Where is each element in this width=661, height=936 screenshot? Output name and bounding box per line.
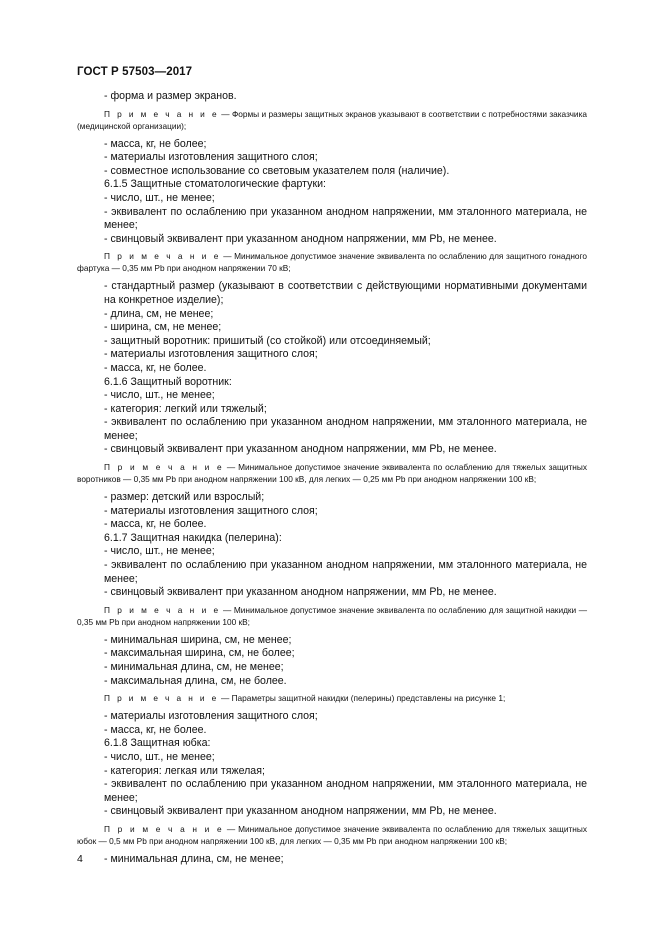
list-item: - масса, кг, не более. bbox=[104, 361, 207, 374]
list-item: - материалы изготовления защитного слоя; bbox=[104, 710, 318, 723]
list-item: - категория: легкая или тяжелая; bbox=[104, 764, 265, 777]
list-item: 6.1.7 Защитная накидка (пелерина): bbox=[104, 531, 282, 544]
body-paragraph: - эквивалент по ослаблению при указанном анодном напряжении, мм эталонного материала, не менее; bbox=[104, 778, 587, 804]
document-body bbox=[77, 90, 587, 867]
note-paragraph bbox=[77, 108, 587, 132]
list-item: - число, шт., не менее; bbox=[104, 545, 215, 558]
list-item: - материалы изготовления защитного слоя; bbox=[104, 151, 318, 164]
note-label: П р и м е ч а н и е bbox=[104, 108, 219, 119]
note-text: — Минимальное допустимое значение эквивалента по ослаблению для тяжелых защитных воротников — 0,35 мм Pb при анодном напряжении 100 кВ, для легких — 0,25 мм Pb при анодном напряжении 100 кВ; bbox=[77, 462, 587, 485]
note-text: — Минимальное допустимое значение эквивалента по ослаблению для защитного гонадного фартука — 0,35 мм Pb при анодном напряжении 70 кВ; bbox=[77, 251, 587, 274]
body-paragraph: - эквивалент по ослаблению при указанном анодном напряжении, мм эталонного материала, не менее; bbox=[104, 559, 587, 585]
body-paragraph: - стандартный размер (указывают в соответствии с действующими нормативными документами на конкретное изделие); bbox=[104, 280, 587, 306]
list-item: - число, шт., не менее; bbox=[104, 750, 215, 763]
note-paragraph bbox=[77, 250, 587, 274]
note-label: П р и м е ч а н и е bbox=[104, 604, 221, 615]
list-item: - материалы изготовления защитного слоя; bbox=[104, 504, 318, 517]
list-item: - масса, кг, не более. bbox=[104, 723, 207, 736]
document-header: ГОСТ Р 57503—2017 bbox=[77, 66, 193, 78]
list-item: - число, шт., не менее; bbox=[104, 389, 215, 402]
list-item: 6.1.6 Защитный воротник: bbox=[104, 375, 232, 388]
list-item: - форма и размер экранов. bbox=[104, 90, 237, 102]
note-label: П р и м е ч а н и е bbox=[104, 693, 219, 704]
list-item: - совместное использование со световым указателем поля (наличие). bbox=[104, 164, 450, 177]
list-item: - свинцовый эквивалент при указанном анодном напряжении, мм Pb, не менее. bbox=[104, 805, 497, 818]
list-item: - минимальная ширина, см, не менее; bbox=[104, 633, 292, 646]
list-item: - масса, кг, не более. bbox=[104, 518, 207, 531]
body-paragraph: - эквивалент по ослаблению при указанном анодном напряжении, мм эталонного материала, не менее; bbox=[104, 416, 587, 442]
note-text: — Формы и размеры защитных экранов указывают в соответствии с потребностями заказчика (медицинской организации); bbox=[77, 108, 587, 131]
note-paragraph bbox=[77, 823, 587, 847]
list-item: - свинцовый эквивалент при указанном анодном напряжении, мм Pb, не менее. bbox=[104, 586, 497, 599]
list-item: - длина, см, не менее; bbox=[104, 307, 214, 320]
note-label: П р и м е ч а н и е bbox=[104, 823, 225, 834]
list-item: - максимальная длина, см, не более. bbox=[104, 674, 287, 687]
list-item: - категория: легкий или тяжелый; bbox=[104, 402, 267, 415]
note-paragraph bbox=[77, 604, 587, 628]
note-text: — Минимальное допустимое значение эквивалента по ослаблению для защитной накидки — 0,35 мм Pb при анодном напряжении 100 кВ; bbox=[77, 604, 587, 627]
list-item: - защитный воротник: пришитый (со стойкой) или отсоединяемый; bbox=[104, 334, 431, 347]
note-text: — Параметры защитной накидки (пелерины) представлены на рисунке 1; bbox=[218, 693, 506, 704]
list-item: 6.1.8 Защитная юбка: bbox=[104, 737, 211, 750]
note-label: П р и м е ч а н и е bbox=[104, 251, 221, 262]
list-item: - размер: детский или взрослый; bbox=[104, 491, 265, 504]
note-label: П р и м е ч а н и е bbox=[104, 462, 225, 473]
list-item: 6.1.5 Защитные стоматологические фартуки: bbox=[104, 178, 326, 191]
list-item: - свинцовый эквивалент при указанном анодном напряжении, мм Pb, не менее. bbox=[104, 443, 497, 456]
note-paragraph bbox=[77, 692, 587, 704]
page-number: 4 bbox=[77, 853, 83, 865]
list-item: - минимальная длина, см, не менее; bbox=[104, 852, 284, 865]
body-paragraph: - эквивалент по ослаблению при указанном анодном напряжении, мм эталонного материала, не менее; bbox=[104, 205, 587, 232]
list-item: - максимальная ширина, см, не более; bbox=[104, 647, 295, 660]
list-item: - минимальная длина, см, не менее; bbox=[104, 661, 284, 673]
list-item: - число, шт., не менее; bbox=[104, 191, 215, 204]
list-item: - материалы изготовления защитного слоя; bbox=[104, 348, 318, 361]
note-text: — Минимальное допустимое значение эквивалента по ослаблению для тяжелых защитных юбок — 0,5 мм Pb при анодном напряжении 100 кВ, для легких — 0,35 мм Pb при анодном напряжении 100 кВ; bbox=[77, 823, 587, 846]
note-paragraph bbox=[77, 461, 587, 485]
list-item: - масса, кг, не более; bbox=[104, 137, 207, 150]
list-item: - ширина, см, не менее; bbox=[104, 321, 222, 334]
list-item: - свинцовый эквивалент при указанном анодном напряжении, мм Pb, не менее. bbox=[104, 232, 497, 245]
